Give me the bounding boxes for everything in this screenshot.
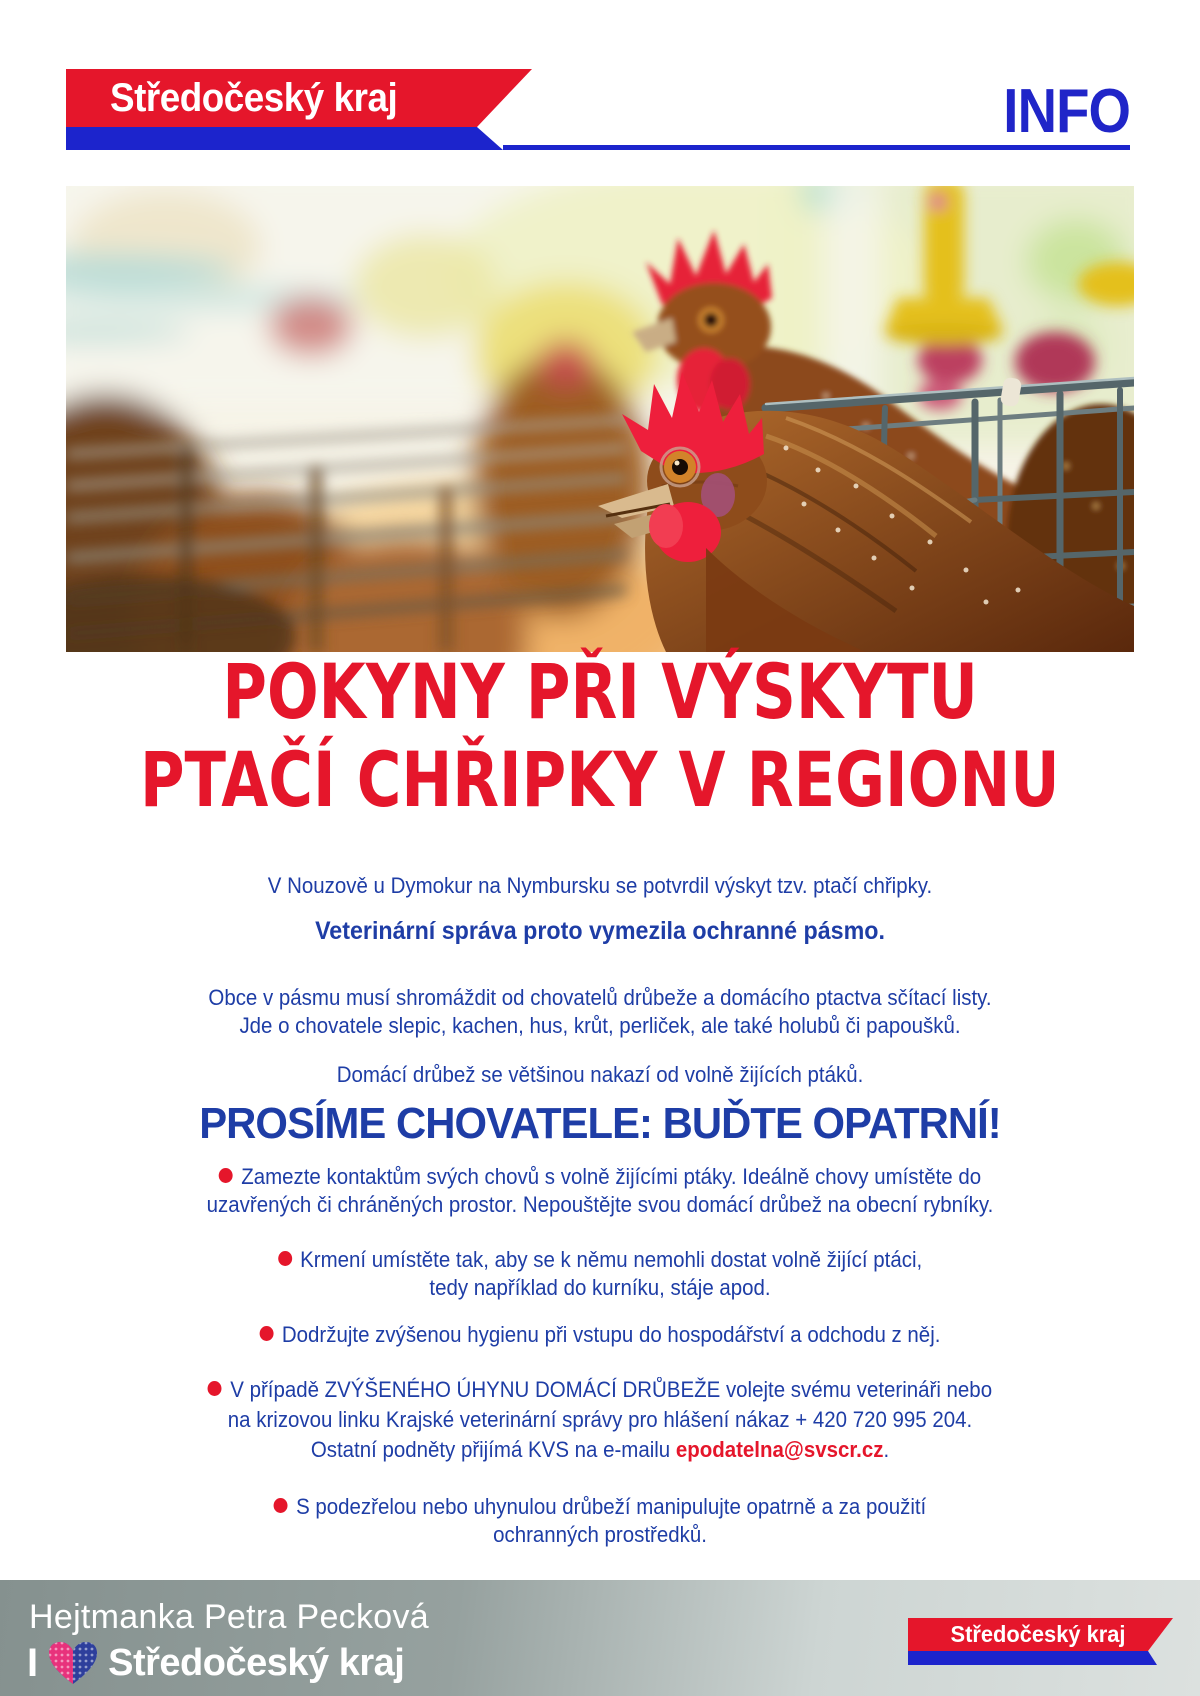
contact-email: epodatelna@svscr.cz	[675, 1437, 884, 1462]
love-brand-label: Středočeský kraj	[108, 1641, 405, 1684]
footer-love-brand	[27, 1640, 404, 1686]
headline-line1: POKYNY PŘI VÝSKYTU	[222, 647, 978, 736]
appeal-heading: PROSÍME CHOVATELE: BUĎTE OPATRNÍ!	[199, 1099, 1001, 1148]
bullet-item-4: V případě ZVÝŠENÉHO ÚHYNU DOMÁCÍ DRŮBEŽE volejte svému veterináři nebo na krizovou linku Krajské veterinární správy pro hlášení nákaz + 420 720 995 204. Ostatní podněty přijímá KVS na e-mailu epodatelna@svscr.cz.	[135, 1375, 1065, 1465]
bullet-item-5: S podezřelou nebo uhynulou drůbeží manipulujte opatrně a za použití ochranných prostředků.	[135, 1493, 1065, 1549]
footer-governor-name: Hejtmanka Petra Pecková	[29, 1598, 429, 1636]
bullet-dot-icon	[208, 1381, 222, 1396]
subhead-line: Veterinární správa proto vymezila ochranné pásmo.	[315, 917, 885, 945]
headline	[0, 648, 1200, 824]
bullet-item-1: Zamezte kontaktům svých chovů s volně žijícími ptáky. Ideálně chovy umístěte do uzavřených či chráněných prostor. Nepouštějte svou domácí drůbež na obecní rybníky.	[206, 1164, 994, 1217]
bullet-item-3: Dodržujte zvýšenou hygienu při vstupu do hospodářství a odchodu z něj.	[135, 1321, 1065, 1349]
bullet-dot-icon	[260, 1326, 274, 1341]
footer-band	[0, 1580, 1200, 1696]
header-brand-label: Středočeský kraj	[110, 76, 398, 120]
census-paragraph: Obce v pásmu musí shromáždit od chovatelů drůbeže a domácího ptactva sčítací listy. Jde o chovatele slepic, kachen, hus, krůt, perliček, ale také holubů či papoušků.	[208, 985, 992, 1038]
infection-note: Domácí drůbež se většinou nakazí od volně žijících ptáků.	[336, 1062, 864, 1087]
hero-photo	[66, 186, 1134, 652]
footer-ribbon-label: Středočeský kraj	[950, 1621, 1126, 1647]
headline-line2: PTAČÍ CHŘIPKY V REGIONU	[140, 735, 1060, 824]
bullet-item-2: Krmení umístěte tak, aby se k němu nemohli dostat volně žijící ptáci, tedy například do kurníku, stáje apod.	[135, 1246, 1065, 1302]
info-label: INFO	[1003, 77, 1130, 146]
heart-icon	[47, 1640, 99, 1686]
bullet-dot-icon	[274, 1498, 288, 1513]
love-prefix: I	[27, 1640, 39, 1685]
bullet-dot-icon	[278, 1251, 292, 1266]
intro-line: V Nouzově u Dymokur na Nymbursku se potvrdil výskyt tzv. ptačí chřipky.	[267, 873, 933, 898]
bullet-dot-icon	[219, 1168, 233, 1183]
